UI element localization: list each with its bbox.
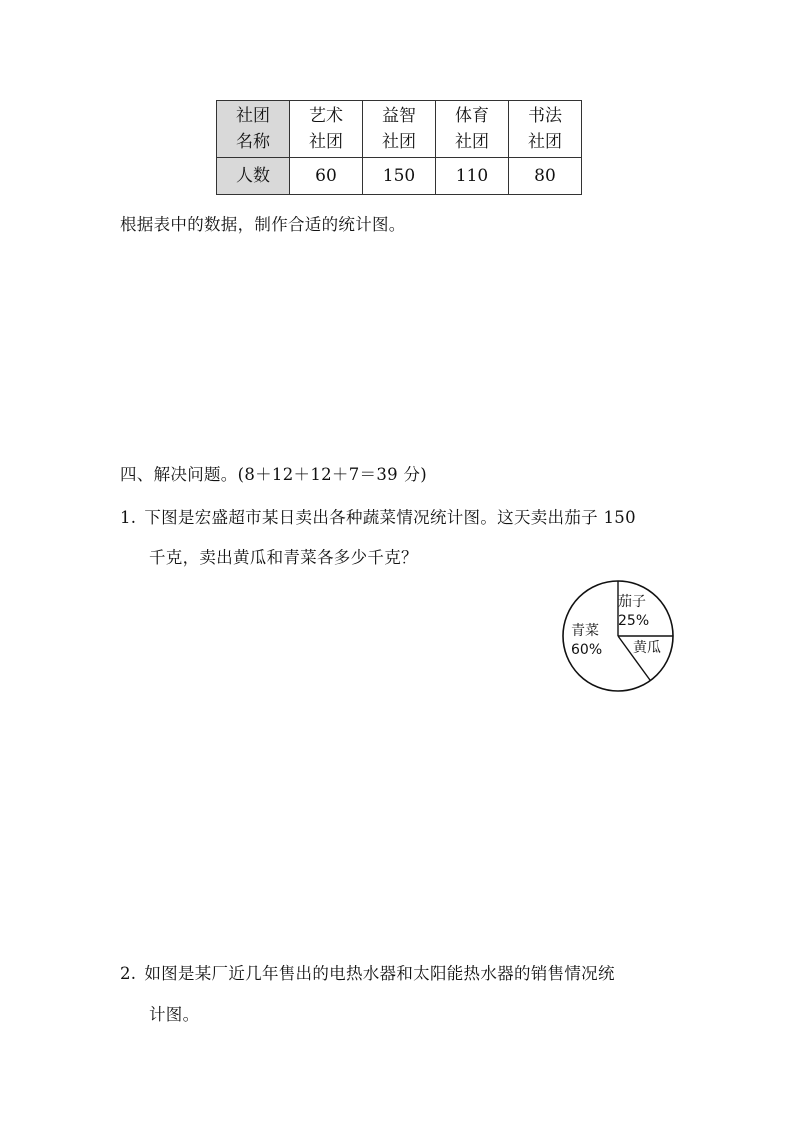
question-1-line1 (120, 504, 636, 528)
table-row-label-count: 人数 (217, 158, 290, 195)
question-1-line2: 千克，卖出黄瓜和青菜各多少千克？ (149, 548, 418, 567)
vegetable-pie-chart (560, 578, 676, 694)
table-header-row (217, 101, 582, 158)
table-cell-count: 150 (363, 158, 436, 195)
club-name-label-line2: 名称 (236, 132, 270, 152)
table-row-label-club-name (217, 101, 290, 158)
club-name-line1: 艺术 (309, 106, 343, 126)
question-2-number: 2. (120, 964, 137, 983)
club-name-line2: 社团 (528, 132, 562, 152)
table-cell-count: 80 (509, 158, 582, 195)
table-cell-club (509, 101, 582, 158)
pie-label-greens-value: 60% (571, 642, 603, 658)
table-instruction: 根据表中的数据，制作合适的统计图。 (120, 215, 406, 234)
question-2-line2: 计图。 (149, 1005, 200, 1024)
question-2-text: 如图是某厂近几年售出的电热水器和太阳能热水器的销售情况统 (144, 964, 615, 983)
question-1-text: 下图是宏盛超市某日卖出各种蔬菜情况统计图。这天卖出茄子 150 (144, 508, 636, 527)
club-name-line2: 社团 (309, 132, 343, 152)
pie-label-cucumber-name: 黄瓜 (633, 640, 661, 656)
pie-label-eggplant-value: 25% (618, 613, 650, 629)
club-name-label-line1: 社团 (236, 106, 270, 126)
pie-label-eggplant (618, 593, 649, 631)
question-1-number: 1. (120, 508, 137, 527)
pie-label-greens-name: 青菜 (571, 623, 599, 639)
pie-label-greens (571, 622, 602, 660)
club-name-line1: 益智 (382, 106, 416, 126)
pie-label-eggplant-name: 茄子 (618, 594, 646, 610)
section-title: 四、解决问题。(8＋12＋12＋7＝39 分) (120, 465, 428, 484)
club-table (216, 100, 582, 195)
table-count-row (217, 158, 582, 195)
club-name-line2: 社团 (455, 132, 489, 152)
table-cell-count: 60 (290, 158, 363, 195)
club-name-line1: 体育 (455, 106, 489, 126)
pie-label-cucumber (633, 639, 661, 658)
table-cell-count: 110 (436, 158, 509, 195)
club-name-line1: 书法 (528, 106, 562, 126)
table-cell-club (363, 101, 436, 158)
club-name-line2: 社团 (382, 132, 416, 152)
question-2-line1 (120, 960, 615, 984)
table-cell-club (436, 101, 509, 158)
table-cell-club (290, 101, 363, 158)
